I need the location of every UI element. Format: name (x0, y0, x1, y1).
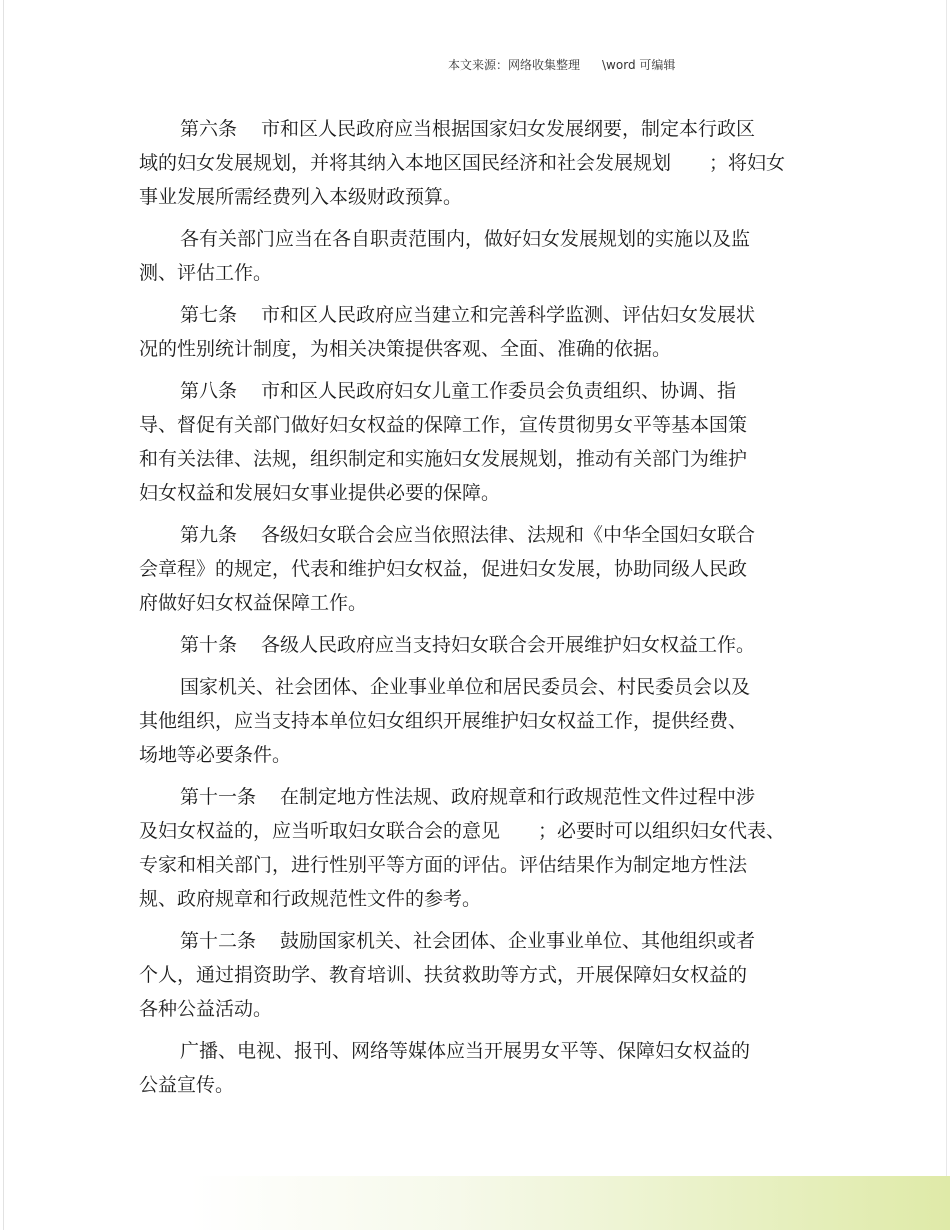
text-line: 各级人民政府应当支持妇女联合会开展维护妇女权益工作。 (261, 634, 756, 656)
text-line: 广播、电视、报刊、网络等媒体应当开展男女平等、保障妇女权益的 (180, 1040, 751, 1062)
text-line: 妇女权益和发展妇女事业提供必要的保障。 (139, 482, 501, 504)
text-line: 各种公益活动。 (139, 998, 273, 1020)
header-source-label: 本文来源：网络收集整理 (448, 58, 581, 72)
article-number: 第十条 (180, 634, 238, 656)
text-line: 其他组织，应当支持本单位妇女组织开展维护妇女权益工作，提供经费、 (139, 710, 748, 732)
text-line: 市和区人民政府应当建立和完善科学监测、评估妇女发展状 (261, 304, 756, 326)
article-paragraph (139, 374, 799, 510)
header-edit-label: \word 可编辑 (602, 58, 676, 72)
decorative-footer-band (190, 1176, 950, 1230)
page-left-edge (3, 0, 4, 1230)
article-number: 第十二条 (180, 930, 257, 952)
text-line: 会章程》的规定，代表和维护妇女权益，促进妇女发展，协助同级人民政 (139, 558, 748, 580)
page-right-edge (946, 0, 947, 1230)
text-line: 况的性别统计制度，为相关决策提供客观、全面、准确的依据。 (139, 338, 672, 360)
text-line: 鼓励国家机关、社会团体、企业事业单位、其他组织或者 (280, 930, 756, 952)
text-line: 规、政府规章和行政规范性文件的参考。 (139, 888, 482, 910)
article-number: 第九条 (180, 524, 238, 546)
article-paragraph (139, 518, 799, 620)
text-line: 各有关部门应当在各自职责范围内，做好妇女发展规划的实施以及监 (180, 228, 751, 250)
body-paragraph (139, 670, 799, 772)
article-paragraph (139, 924, 799, 1026)
article-number: 第八条 (180, 380, 238, 402)
text-line: 公益宣传。 (139, 1074, 235, 1096)
text-line: 市和区人民政府妇女儿童工作委员会负责组织、协调、指 (261, 380, 737, 402)
text-line: 各级妇女联合会应当依照法律、法规和《中华全国妇女联合 (261, 524, 756, 546)
text-line: 府做好妇女权益保障工作。 (139, 592, 368, 614)
text-line: 在制定地方性法规、政府规章和行政规范性文件过程中涉 (280, 786, 756, 808)
text-line: 导、督促有关部门做好妇女权益的保障工作，宣传贯彻男女平等基本国策 (139, 414, 748, 436)
text-line: 事业发展所需经费列入本级财政预算。 (139, 186, 463, 208)
page-header (448, 57, 675, 73)
article-paragraph (139, 628, 799, 662)
text-line: 域的妇女发展规划，并将其纳入本地区国民经济和社会发展规划 ；将妇女 (139, 152, 786, 174)
text-line: 个人，通过捐资助学、教育培训、扶贫救助等方式，开展保障妇女权益的 (139, 964, 748, 986)
text-line: 场地等必要条件。 (139, 744, 292, 766)
article-number: 第七条 (180, 304, 238, 326)
article-number: 第六条 (180, 118, 238, 140)
body-paragraph (139, 1034, 799, 1102)
text-line: 和有关法律、法规，组织制定和实施妇女发展规划，推动有关部门为维护 (139, 448, 748, 470)
text-line: 测、评估工作。 (139, 262, 273, 284)
text-line: 专家和相关部门，进行性别平等方面的评估。评估结果作为制定地方性法 (139, 854, 748, 876)
text-line: 国家机关、社会团体、企业事业单位和居民委员会、村民委员会以及 (180, 676, 751, 698)
body-paragraph (139, 222, 799, 290)
document-body (139, 112, 799, 1110)
article-number: 第十一条 (180, 786, 257, 808)
text-line: 市和区人民政府应当根据国家妇女发展纲要，制定本行政区 (261, 118, 756, 140)
article-paragraph (139, 112, 799, 214)
article-paragraph (139, 298, 799, 366)
text-line: 及妇女权益的，应当听取妇女联合会的意见 ；必要时可以组织妇女代表、 (139, 820, 786, 842)
article-paragraph (139, 780, 799, 916)
